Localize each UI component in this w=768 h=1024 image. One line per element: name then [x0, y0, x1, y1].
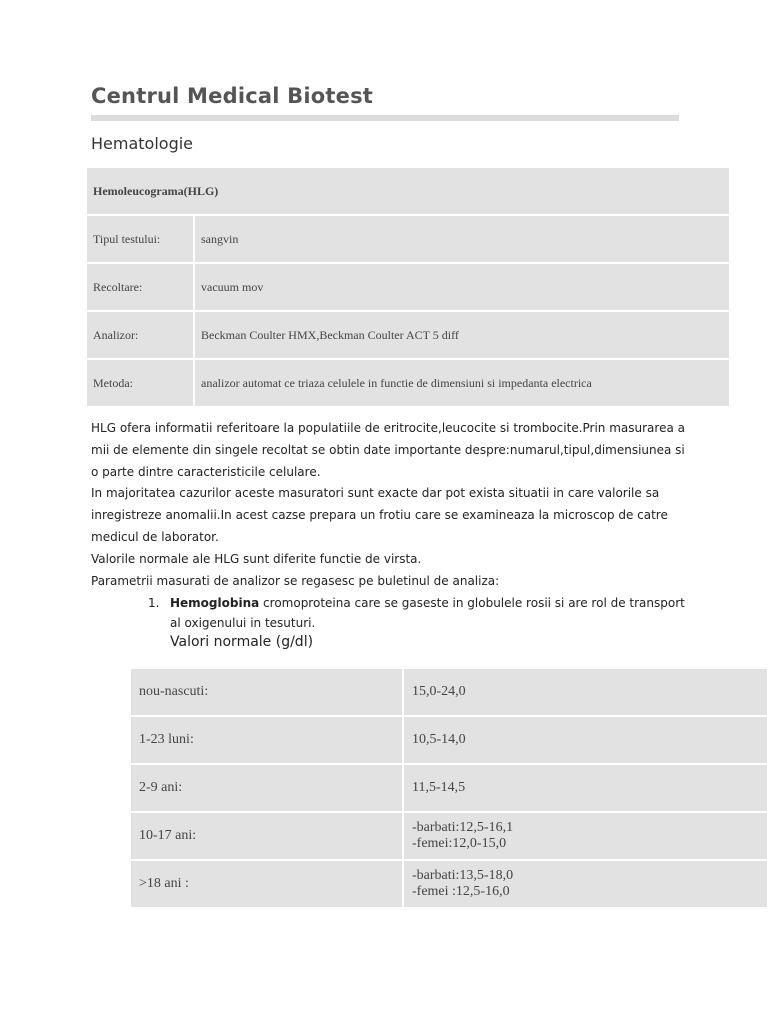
table-row — [130, 860, 768, 908]
value-cell — [403, 860, 768, 908]
values-title: Valori normale (g/dl) — [170, 634, 314, 650]
row-value: analizor automat ce triaza celulele in functie de dimensiuni si impedanta electrica — [194, 359, 730, 407]
row-label: Metoda: — [86, 359, 194, 407]
value-cell — [403, 716, 768, 764]
value-line: -femei:12,0-15,0 — [412, 836, 507, 851]
test-info-table — [85, 166, 731, 408]
row-value: vacuum mov — [194, 263, 730, 311]
value-line: 10,5-14,0 — [412, 732, 466, 747]
value-line: 15,0-24,0 — [412, 684, 466, 699]
value-line: -barbati:12,5-16,1 — [412, 820, 514, 835]
row-label: Analizor: — [86, 311, 194, 359]
value-line: -femei :12,5-16,0 — [412, 884, 510, 899]
age-cell: 10-17 ani: — [130, 812, 403, 860]
title-divider — [91, 115, 679, 121]
table-row — [86, 311, 730, 359]
row-label: Recoltare: — [86, 263, 194, 311]
document-title: Centrul Medical Biotest — [91, 84, 374, 108]
table-header-cell: Hemoleucograma(HLG) — [86, 167, 730, 215]
value-line: 11,5-14,5 — [412, 780, 466, 795]
paragraph: HLG ofera informatii referitoare la populatiile de eritrocite,leucocite si trombocite.Prin masurarea a mii de elemente din singele recoltat se obtin date importante despre:numarul,tipul,dimensiunea si o parte dintre caracteristicile celulare. — [91, 421, 685, 479]
table-row — [130, 764, 768, 812]
body-text — [91, 418, 691, 592]
age-cell: 2-9 ani: — [130, 764, 403, 812]
age-cell: nou-nascuti: — [130, 668, 403, 716]
paragraph: Parametrii masurati de analizor se regasesc pe buletinul de analiza: — [91, 573, 500, 588]
value-cell — [403, 764, 768, 812]
list-text: cromoproteina care se gaseste in globulele rosii si are rol de transport al oxigenului in tesuturi. — [170, 596, 685, 630]
value-cell — [403, 668, 768, 716]
table-row — [130, 812, 768, 860]
age-cell: >18 ani : — [130, 860, 403, 908]
section-title: Hematologie — [91, 134, 194, 153]
table-row — [130, 668, 768, 716]
row-value: sangvin — [194, 215, 730, 263]
table-row — [86, 359, 730, 407]
age-cell: 1-23 luni: — [130, 716, 403, 764]
table-row — [86, 215, 730, 263]
normal-values-table — [129, 667, 768, 909]
list-body — [170, 593, 688, 633]
list-item — [148, 593, 688, 633]
table-header-row — [86, 167, 730, 215]
value-cell — [403, 812, 768, 860]
list-term: Hemoglobina — [170, 596, 260, 610]
table-row — [130, 716, 768, 764]
table-row — [86, 263, 730, 311]
list-number: 1. — [148, 596, 160, 610]
paragraph: In majoritatea cazurilor aceste masuratori sunt exacte dar pot exista situatii in care valorile sa inregistreze anomalii.In acest cazse prepara un frotiu care se examineaza la microscop de catre medicul de laborator. — [91, 486, 668, 544]
value-line: -barbati:13,5-18,0 — [412, 868, 514, 883]
paragraph: Valorile normale ale HLG sunt diferite functie de virsta. — [91, 551, 422, 566]
row-label: Tipul testului: — [86, 215, 194, 263]
row-value: Beckman Coulter HMX,Beckman Coulter ACT 5 diff — [194, 311, 730, 359]
